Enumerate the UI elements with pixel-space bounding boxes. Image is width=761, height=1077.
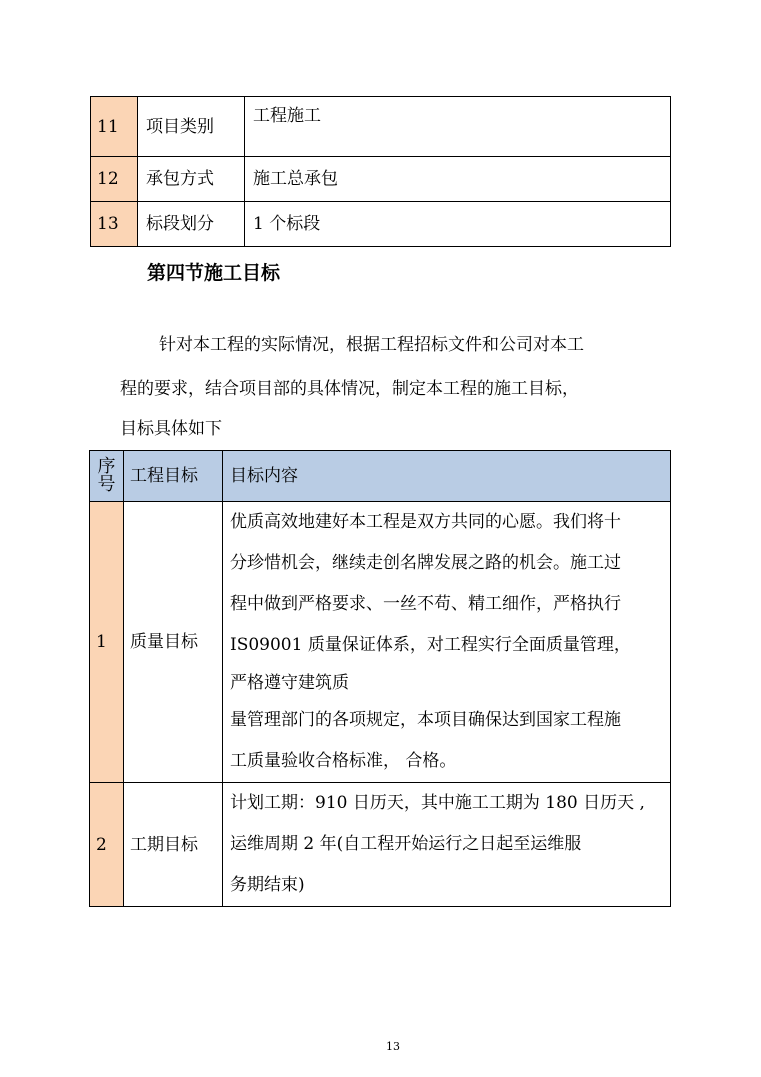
row-number: 1	[90, 502, 124, 783]
content-line: 运维周期 2 年(自工程开始运行之日起至运维服	[230, 834, 582, 854]
content-line: IS09001 质量保证体系，对工程实行全面质量管理，	[230, 635, 631, 655]
content-line: 量管理部门的各项规定，本项目确保达到国家工程施	[230, 710, 621, 730]
row-goal: 工期目标	[124, 783, 223, 907]
header-number-bottom: 号	[97, 474, 116, 495]
table-header-row	[90, 451, 671, 502]
content-line: 工质量验收合格标准， 合格。	[230, 751, 457, 771]
content-line: 程中做到严格要求、一丝不苟、精工细作，严格执行	[230, 594, 621, 614]
row-value: 1 个标段	[245, 202, 671, 247]
row-goal: 质量目标	[124, 502, 223, 783]
table-row	[90, 502, 671, 783]
table-row	[91, 202, 671, 247]
header-number-top: 序	[97, 456, 116, 477]
table-row	[91, 157, 671, 202]
content-line: 严格遵守建筑质	[230, 673, 349, 693]
row-number: 11	[91, 97, 138, 157]
row-number: 2	[90, 783, 124, 907]
content-line: 优质高效地建好本工程是双方共同的心愿。我们将十	[230, 512, 621, 532]
project-info-table	[90, 96, 671, 247]
row-value: 工程施工	[245, 97, 671, 157]
row-number: 13	[91, 202, 138, 247]
row-label: 项目类别	[138, 97, 245, 157]
content-line: 计划工期：910 日历天，其中施工工期为 180 日历天 ,	[230, 793, 645, 813]
row-number: 12	[91, 157, 138, 202]
header-content: 目标内容	[223, 451, 671, 502]
table-row	[90, 783, 671, 907]
row-content	[223, 783, 671, 907]
header-goal: 工程目标	[124, 451, 223, 502]
paragraph-line: 目标具体如下	[120, 419, 222, 439]
row-content	[223, 502, 671, 783]
row-label: 标段划分	[138, 202, 245, 247]
table-row	[91, 97, 671, 157]
header-number	[90, 451, 124, 502]
paragraph-line: 程的要求，结合项目部的具体情况，制定本工程的施工目标，	[120, 379, 579, 399]
content-line: 分珍惜机会，继续走创名牌发展之路的机会。施工过	[230, 553, 621, 573]
goals-table	[89, 450, 671, 907]
paragraph-line: 针对本工程的实际情况，根据工程招标文件和公司对本工	[159, 335, 584, 355]
content-line: 务期结束)	[230, 875, 305, 895]
row-label: 承包方式	[138, 157, 245, 202]
section-heading: 第四节施工目标	[147, 262, 281, 284]
page-number: 13	[386, 1040, 400, 1053]
row-value: 施工总承包	[245, 157, 671, 202]
